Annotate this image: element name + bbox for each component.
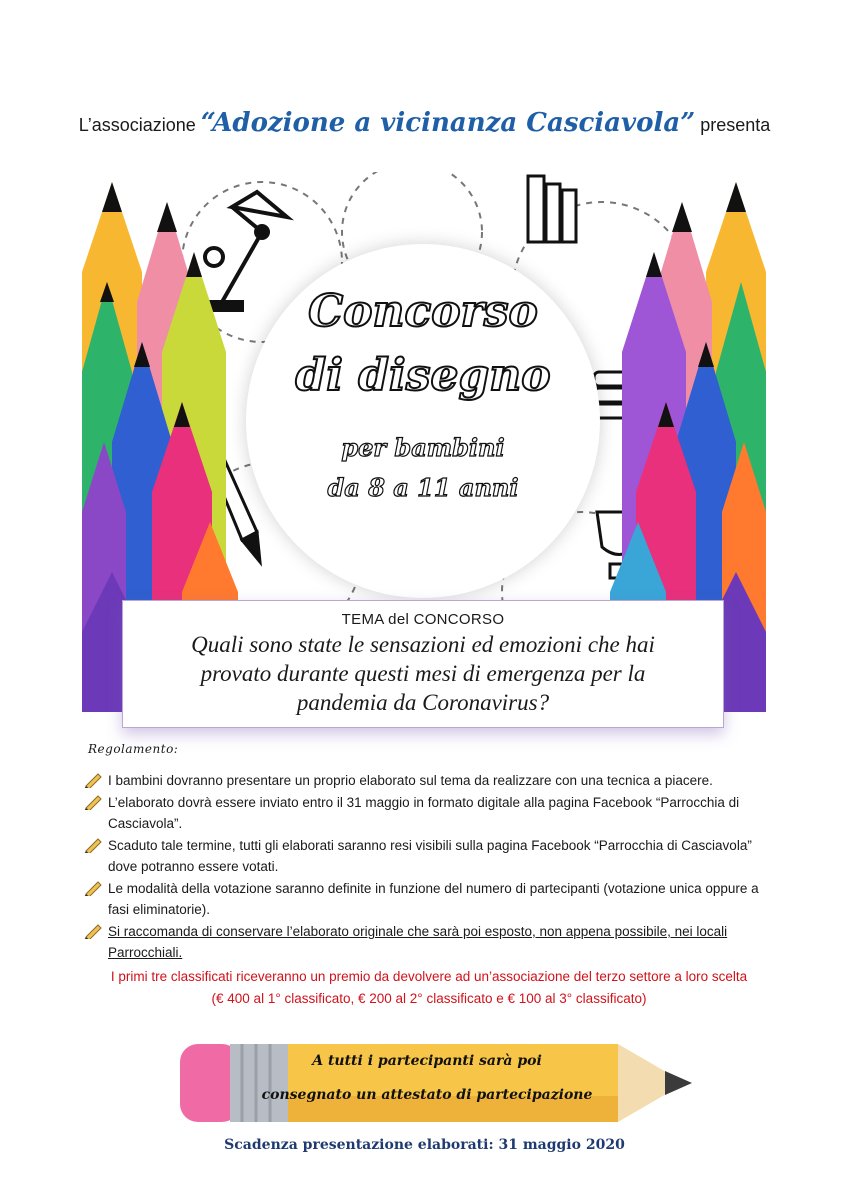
header-suffix: presenta: [700, 115, 771, 135]
rule-text: L’elaborato dovrà essere inviato entro il 31 maggio in formato digitale alla pagina Facebook “Parrocchia di Casciavola”.: [108, 795, 740, 831]
rule-text: Scaduto tale termine, tutti gli elaborati saranno resi visibili sulla pagina Facebook “Parrocchia di Casciavola” dove potranno essere votati.: [108, 838, 752, 874]
rule-item: [84, 921, 774, 963]
pencil-banner-text: [232, 1044, 622, 1112]
rules-heading: Regolamento:: [88, 742, 179, 756]
rule-item: [84, 770, 774, 791]
rule-text: I bambini dovranno presentare un proprio elaborato sul tema da realizzare con una tecnica a piacere.: [108, 773, 713, 788]
title-line1: Concorso: [308, 286, 538, 337]
pencil-bullet-icon: [84, 794, 102, 810]
rule-text: Le modalità della votazione saranno definite in funzione del numero di partecipanti (votazione unica oppure a fasi eliminatorie).: [108, 881, 759, 917]
header-prefix: L’associazione: [78, 115, 196, 135]
pencil-bullet-icon: [84, 923, 102, 939]
association-name: “Adozione a vicinanza Casciavola”: [200, 108, 696, 138]
rule-item: [84, 878, 774, 920]
prizes-line1: I primi tre classificati riceveranno un premio da devolvere ad un’associazione del terzo settore a loro scelta: [110, 969, 748, 984]
pencil-bullet-icon: [84, 837, 102, 853]
title-line2: di disegno: [295, 350, 551, 401]
rule-item: [84, 792, 774, 834]
deadline-text: Scadenza presentazione elaborati: 31 maggio 2020: [224, 1137, 625, 1153]
banner-line1: A tutti i partecipanti sarà poi: [312, 1053, 542, 1069]
theme-question: Quali sono state le sensazioni ed emozioni che hai provato durante questi mesi di emergenza per la pandemia da Coronavirus?: [191, 632, 655, 715]
rules-list: [84, 770, 774, 964]
pencil-bullet-icon: [84, 880, 102, 896]
prizes-line2: (€ 400 al 1° classificato, € 200 al 2° classificato e € 100 al 3° classificato): [211, 991, 647, 1006]
header-line: [0, 108, 849, 138]
subtitle-line2: da 8 a 11 anni: [327, 473, 519, 502]
theme-box: [122, 600, 724, 728]
theme-label: TEMA del CONCORSO: [341, 611, 505, 628]
rule-item: [84, 835, 774, 877]
books-icon: [528, 176, 576, 242]
banner-line2: consegnato un attestato di partecipazione: [261, 1087, 593, 1103]
title-circle: [246, 244, 600, 598]
prizes-block: [84, 966, 774, 1010]
subtitle-line1: per bambini: [341, 433, 505, 462]
pencil-bullet-icon: [84, 772, 102, 788]
rule-text: Si raccomanda di conservare l’elaborato originale che sarà poi esposto, non appena possibile, nei locali Parrocchiali.: [108, 924, 728, 960]
